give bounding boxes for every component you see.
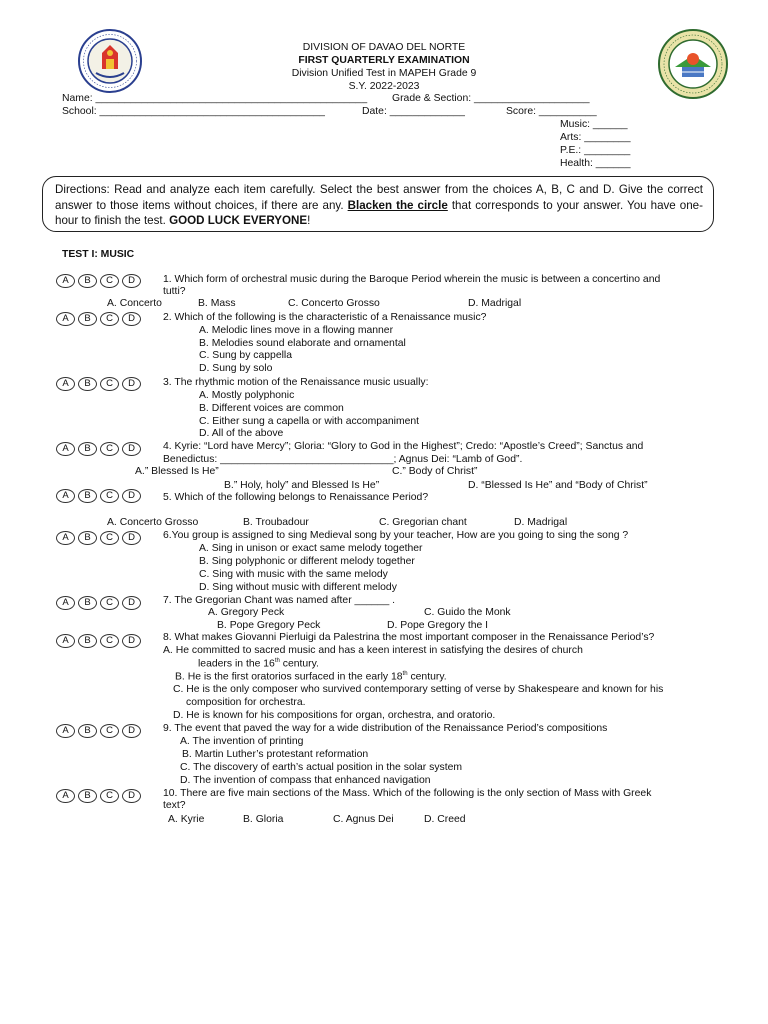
q3-choice-d: D. All of the above: [199, 428, 284, 439]
q1-choice-b: B. Mass: [198, 298, 236, 309]
answer-bubbles-q3[interactable]: [56, 377, 141, 391]
bubble-d[interactable]: D: [122, 724, 141, 738]
q10-choice-b: B. Gloria: [243, 814, 284, 825]
question-2-stem: 2. Which of the following is the characteristic of a Renaissance music?: [163, 312, 487, 323]
deped-seal-logo: [78, 29, 142, 93]
bubble-c[interactable]: C: [100, 312, 119, 326]
bubble-b[interactable]: B: [78, 596, 97, 610]
question-3-stem: 3. The rhythmic motion of the Renaissance music usually:: [163, 377, 429, 388]
bubble-a[interactable]: A: [56, 442, 75, 456]
answer-bubbles-q2[interactable]: [56, 312, 141, 326]
bubble-d[interactable]: D: [122, 312, 141, 326]
bubble-b[interactable]: B: [78, 489, 97, 503]
q8-choice-c-cont: composition for orchestra.: [186, 697, 306, 708]
q5-choice-d: D. Madrigal: [514, 517, 568, 528]
directions-text: Directions: Read and analyze each item carefully. Select the best answer from the choices A, B, C and D. Give the correct answer to those items without choices, if there are any.: [55, 183, 703, 212]
question-7-stem: 7. The Gregorian Chant was named after ______ .: [163, 595, 396, 606]
q7-choice-c: C. Guido the Monk: [424, 607, 511, 618]
q10-choice-c: C. Agnus Dei: [333, 814, 394, 825]
q6-choice-c: C. Sing with music with the same melody: [199, 569, 388, 580]
bubble-c[interactable]: C: [100, 789, 119, 803]
q4-choice-c: C.” Body of Christ”: [392, 466, 478, 477]
good-luck-text: GOOD LUCK EVERYONE: [169, 214, 308, 228]
answer-bubbles-q5[interactable]: [56, 489, 141, 503]
test-title: TEST I: MUSIC: [62, 249, 135, 260]
question-9-stem: 9. The event that paved the way for a wide distribution of the Renaissance Period’s compositions: [163, 723, 608, 734]
bubble-d[interactable]: D: [122, 531, 141, 545]
name-field[interactable]: Name: _______________________________________________: [62, 93, 368, 104]
division-heading: DIVISION OF DAVAO DEL NORTE: [302, 42, 466, 53]
bubble-d[interactable]: D: [122, 789, 141, 803]
bubble-a[interactable]: A: [56, 377, 75, 391]
q2-choice-a: A. Melodic lines move in a flowing manner: [199, 325, 394, 336]
q6-choice-d: D. Sing without music with different melody: [199, 582, 397, 593]
q2-choice-b: B. Melodies sound elaborate and ornamental: [199, 338, 406, 349]
bubble-a[interactable]: A: [56, 724, 75, 738]
question-8-stem: 8. What makes Giovanni Pierluigi da Palestrina the most important composer in the Renaissance Period’s?: [163, 632, 655, 643]
question-1-stem: 1. Which form of orchestral music during the Baroque Period wherein the music is between a concertino and: [163, 274, 661, 285]
answer-bubbles-q6[interactable]: [56, 531, 141, 545]
answer-bubbles-q9[interactable]: [56, 724, 141, 738]
bubble-b[interactable]: B: [78, 274, 97, 288]
q2-choice-c: C. Sung by cappella: [199, 350, 292, 361]
grade-section-field[interactable]: Grade & Section: ____________________: [392, 93, 590, 104]
bubble-b[interactable]: B: [78, 634, 97, 648]
q9-choice-d: D. The invention of compass that enhanced navigation: [180, 775, 431, 786]
pe-score-field[interactable]: P.E.: ________: [560, 145, 631, 156]
q10-choice-d: D. Creed: [424, 814, 466, 825]
bubble-c[interactable]: C: [100, 531, 119, 545]
q4-choice-d: D. “Blessed Is He” and “Body of Christ”: [468, 480, 648, 491]
q1-choice-c: C. Concerto Grosso: [288, 298, 380, 309]
bubble-b[interactable]: B: [78, 531, 97, 545]
bubble-b[interactable]: B: [78, 377, 97, 391]
bubble-d[interactable]: D: [122, 634, 141, 648]
school-field[interactable]: School: _______________________________________: [62, 106, 325, 117]
q10-choice-a: A. Kyrie: [168, 814, 205, 825]
bubble-a[interactable]: A: [56, 274, 75, 288]
music-score-field[interactable]: Music: ______: [560, 119, 628, 130]
q6-choice-a: A. Sing in unison or exact same melody together: [199, 543, 423, 554]
bubble-a[interactable]: A: [56, 789, 75, 803]
question-1-stem-cont: tutti?: [163, 286, 186, 297]
bubble-a[interactable]: A: [56, 634, 75, 648]
q5-choice-c: C. Gregorian chant: [379, 517, 467, 528]
q8-choice-c: C. He is the only composer who survived contemporary setting of verse by Shakespeare and known for his: [173, 684, 664, 695]
q5-choice-b: B. Troubadour: [243, 517, 309, 528]
bubble-d[interactable]: D: [122, 377, 141, 391]
directions-text-2: that corresponds to your answer. You have one-hour to finish the test.: [55, 198, 703, 228]
question-6-stem: 6.You group is assigned to sing Medieval song by your teacher, How are you going to sing the song ?: [163, 530, 629, 541]
q2-choice-d: D. Sung by solo: [199, 363, 273, 374]
q6-choice-b: B. Sing polyphonic or different melody together: [199, 556, 415, 567]
bubble-b[interactable]: B: [78, 312, 97, 326]
health-score-field[interactable]: Health: ______: [560, 158, 631, 169]
division-seal-logo: [658, 29, 728, 99]
q8-choice-b: B. He is the first oratorios surfaced in the early 18th century.: [175, 671, 447, 683]
q4-choice-a: A.” Blessed Is He”: [135, 466, 219, 477]
exam-subtitle: Division Unified Test in MAPEH Grade 9: [291, 68, 477, 79]
bubble-d[interactable]: D: [122, 442, 141, 456]
q7-choice-d: D. Pope Gregory the I: [387, 620, 489, 631]
bubble-c[interactable]: C: [100, 596, 119, 610]
bubble-c[interactable]: C: [100, 489, 119, 503]
answer-bubbles-q10[interactable]: [56, 789, 141, 803]
bubble-d[interactable]: D: [122, 596, 141, 610]
q3-choice-c: C. Either sung a capella or with accompaniment: [199, 416, 420, 427]
q9-choice-c: C. The discovery of earth’s actual position in the solar system: [180, 762, 463, 773]
answer-bubbles-q8[interactable]: [56, 634, 141, 648]
q7-choice-b: B. Pope Gregory Peck: [217, 620, 321, 631]
bubble-a[interactable]: A: [56, 489, 75, 503]
q1-choice-d: D. Madrigal: [468, 298, 522, 309]
question-4-stem: 4. Kyrie: “Lord have Mercy”; Gloria: “Glory to God in the Highest”; Credo: “Apostle’s Creed”; Sanctus and: [163, 441, 644, 452]
bubble-b[interactable]: B: [78, 789, 97, 803]
answer-bubbles-q4[interactable]: [56, 442, 141, 456]
directions-emphasis: Blacken the circle: [347, 198, 448, 212]
question-10-stem: 10. There are five main sections of the Mass. Which of the following is the only section of Mass with Greek: [163, 788, 652, 799]
q3-choice-b: B. Different voices are common: [199, 403, 344, 414]
good-luck-mark: !: [307, 214, 311, 228]
bubble-d[interactable]: D: [122, 489, 141, 503]
exam-title: FIRST QUARTERLY EXAMINATION: [298, 55, 470, 66]
bubble-a[interactable]: A: [56, 531, 75, 545]
bubble-c[interactable]: C: [100, 274, 119, 288]
bubble-b[interactable]: B: [78, 442, 97, 456]
q8-choice-a-cont: leaders in the 16th century.: [198, 658, 319, 670]
arts-score-field[interactable]: Arts: ________: [560, 132, 631, 143]
answer-bubbles-q1[interactable]: [56, 274, 141, 288]
bubble-b[interactable]: B: [78, 724, 97, 738]
school-year: S.Y. 2022-2023: [348, 81, 420, 92]
bubble-c[interactable]: C: [100, 724, 119, 738]
question-10-stem-cont: text?: [163, 800, 186, 811]
q4-choice-b: B.” Holy, holy” and Blessed Is He”: [224, 480, 380, 491]
q9-choice-a: A. The invention of printing: [180, 736, 304, 747]
q8-choice-a: A. He committed to sacred music and has a keen interest in satisfying the desires of church: [163, 645, 583, 656]
q7-choice-a: A. Gregory Peck: [208, 607, 285, 618]
answer-bubbles-q7[interactable]: [56, 596, 141, 610]
bubble-c[interactable]: C: [100, 442, 119, 456]
q9-choice-b: B. Martin Luther’s protestant reformation: [182, 749, 369, 760]
bubble-c[interactable]: C: [100, 634, 119, 648]
q8-choice-d: D. He is known for his compositions for organ, orchestra, and oratorio.: [173, 710, 496, 721]
q5-choice-a: A. Concerto Grosso: [107, 517, 199, 528]
bubble-d[interactable]: D: [122, 274, 141, 288]
bubble-a[interactable]: A: [56, 312, 75, 326]
question-5-stem: 5. Which of the following belongs to Renaissance Period?: [163, 492, 429, 503]
q1-choice-a: A. Concerto: [107, 298, 162, 309]
date-field[interactable]: Date: _____________: [362, 106, 465, 117]
q3-choice-a: A. Mostly polyphonic: [199, 390, 295, 401]
directions-box: [42, 176, 714, 232]
bubble-c[interactable]: C: [100, 377, 119, 391]
bubble-a[interactable]: A: [56, 596, 75, 610]
score-field[interactable]: Score: __________: [506, 106, 597, 117]
question-4-stem-cont: Benedictus: ______________________________; Agnus Dei: “Lamb of God”.: [163, 454, 523, 465]
